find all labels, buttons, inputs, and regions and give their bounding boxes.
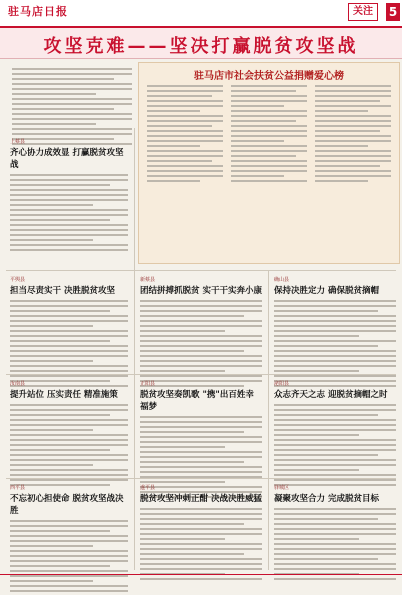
honor-column-2 bbox=[231, 85, 307, 185]
article-suiping bbox=[140, 484, 262, 583]
divider bbox=[6, 270, 396, 271]
divider bbox=[268, 270, 269, 570]
article-headline: 脱贫攻坚冲刺正酣 决战决胜威猛 bbox=[140, 494, 262, 504]
article-runan bbox=[10, 380, 128, 489]
article-zhengyang bbox=[140, 380, 262, 501]
page-number: 5 bbox=[386, 3, 400, 21]
masthead bbox=[0, 0, 402, 28]
article-kicker: 新蔡县 bbox=[140, 277, 156, 283]
article-biyang bbox=[274, 380, 396, 489]
banner-title: 攻坚克难——坚决打赢脱贫攻坚战 bbox=[43, 36, 359, 57]
honor-column-3 bbox=[315, 85, 391, 185]
article-shangcai bbox=[10, 138, 128, 254]
honor-board-title: 驻马店市社会扶贫公益捐赠爱心榜 bbox=[194, 71, 344, 82]
article-kicker: 泌阳县 bbox=[274, 381, 290, 387]
article-kicker: 上蔡县 bbox=[10, 139, 26, 145]
divider bbox=[134, 128, 135, 570]
article-headline: 脱贫攻坚奏凯歌 "携"出百姓幸福梦 bbox=[140, 390, 254, 412]
article-yicheng bbox=[274, 484, 396, 583]
article-pingyu bbox=[10, 276, 128, 390]
article-headline: 众志齐天之志 迎脱贫摘帽之时 bbox=[274, 390, 388, 400]
article-headline: 保持决胜定力 确保脱贫摘帽 bbox=[274, 286, 379, 296]
newspaper-logo: 驻马店日报 bbox=[8, 5, 68, 18]
article-kicker: 正阳县 bbox=[140, 381, 156, 387]
page-banner bbox=[0, 28, 402, 59]
article-headline: 齐心协力成效显 打赢脱贫攻坚战 bbox=[10, 148, 124, 170]
honor-board bbox=[138, 62, 400, 264]
article-headline: 担当尽责实干 决胜脱贫攻坚 bbox=[10, 286, 115, 296]
article-kicker: 西平县 bbox=[10, 485, 26, 491]
article-headline: 凝聚攻坚合力 完成脱贫目标 bbox=[274, 494, 379, 504]
article-headline: 提升站位 压实责任 精准施策 bbox=[10, 390, 118, 400]
article-kicker: 汝南县 bbox=[10, 381, 26, 387]
article-headline: 团结拼搏抓脱贫 实干干实奔小康 bbox=[140, 286, 262, 296]
article-kicker: 平舆县 bbox=[10, 277, 26, 283]
article-headline: 不忘初心担使命 脱贫攻坚战决胜 bbox=[10, 494, 124, 516]
intro-text bbox=[12, 68, 132, 148]
article-kicker: 遂平县 bbox=[140, 485, 156, 491]
article-queshan bbox=[274, 276, 396, 390]
article-kicker: 确山县 bbox=[274, 277, 290, 283]
honor-column-1 bbox=[147, 85, 223, 185]
article-xincai bbox=[140, 276, 262, 390]
section-label: 关注 bbox=[348, 3, 378, 21]
article-kicker: 驿城区 bbox=[274, 485, 290, 491]
